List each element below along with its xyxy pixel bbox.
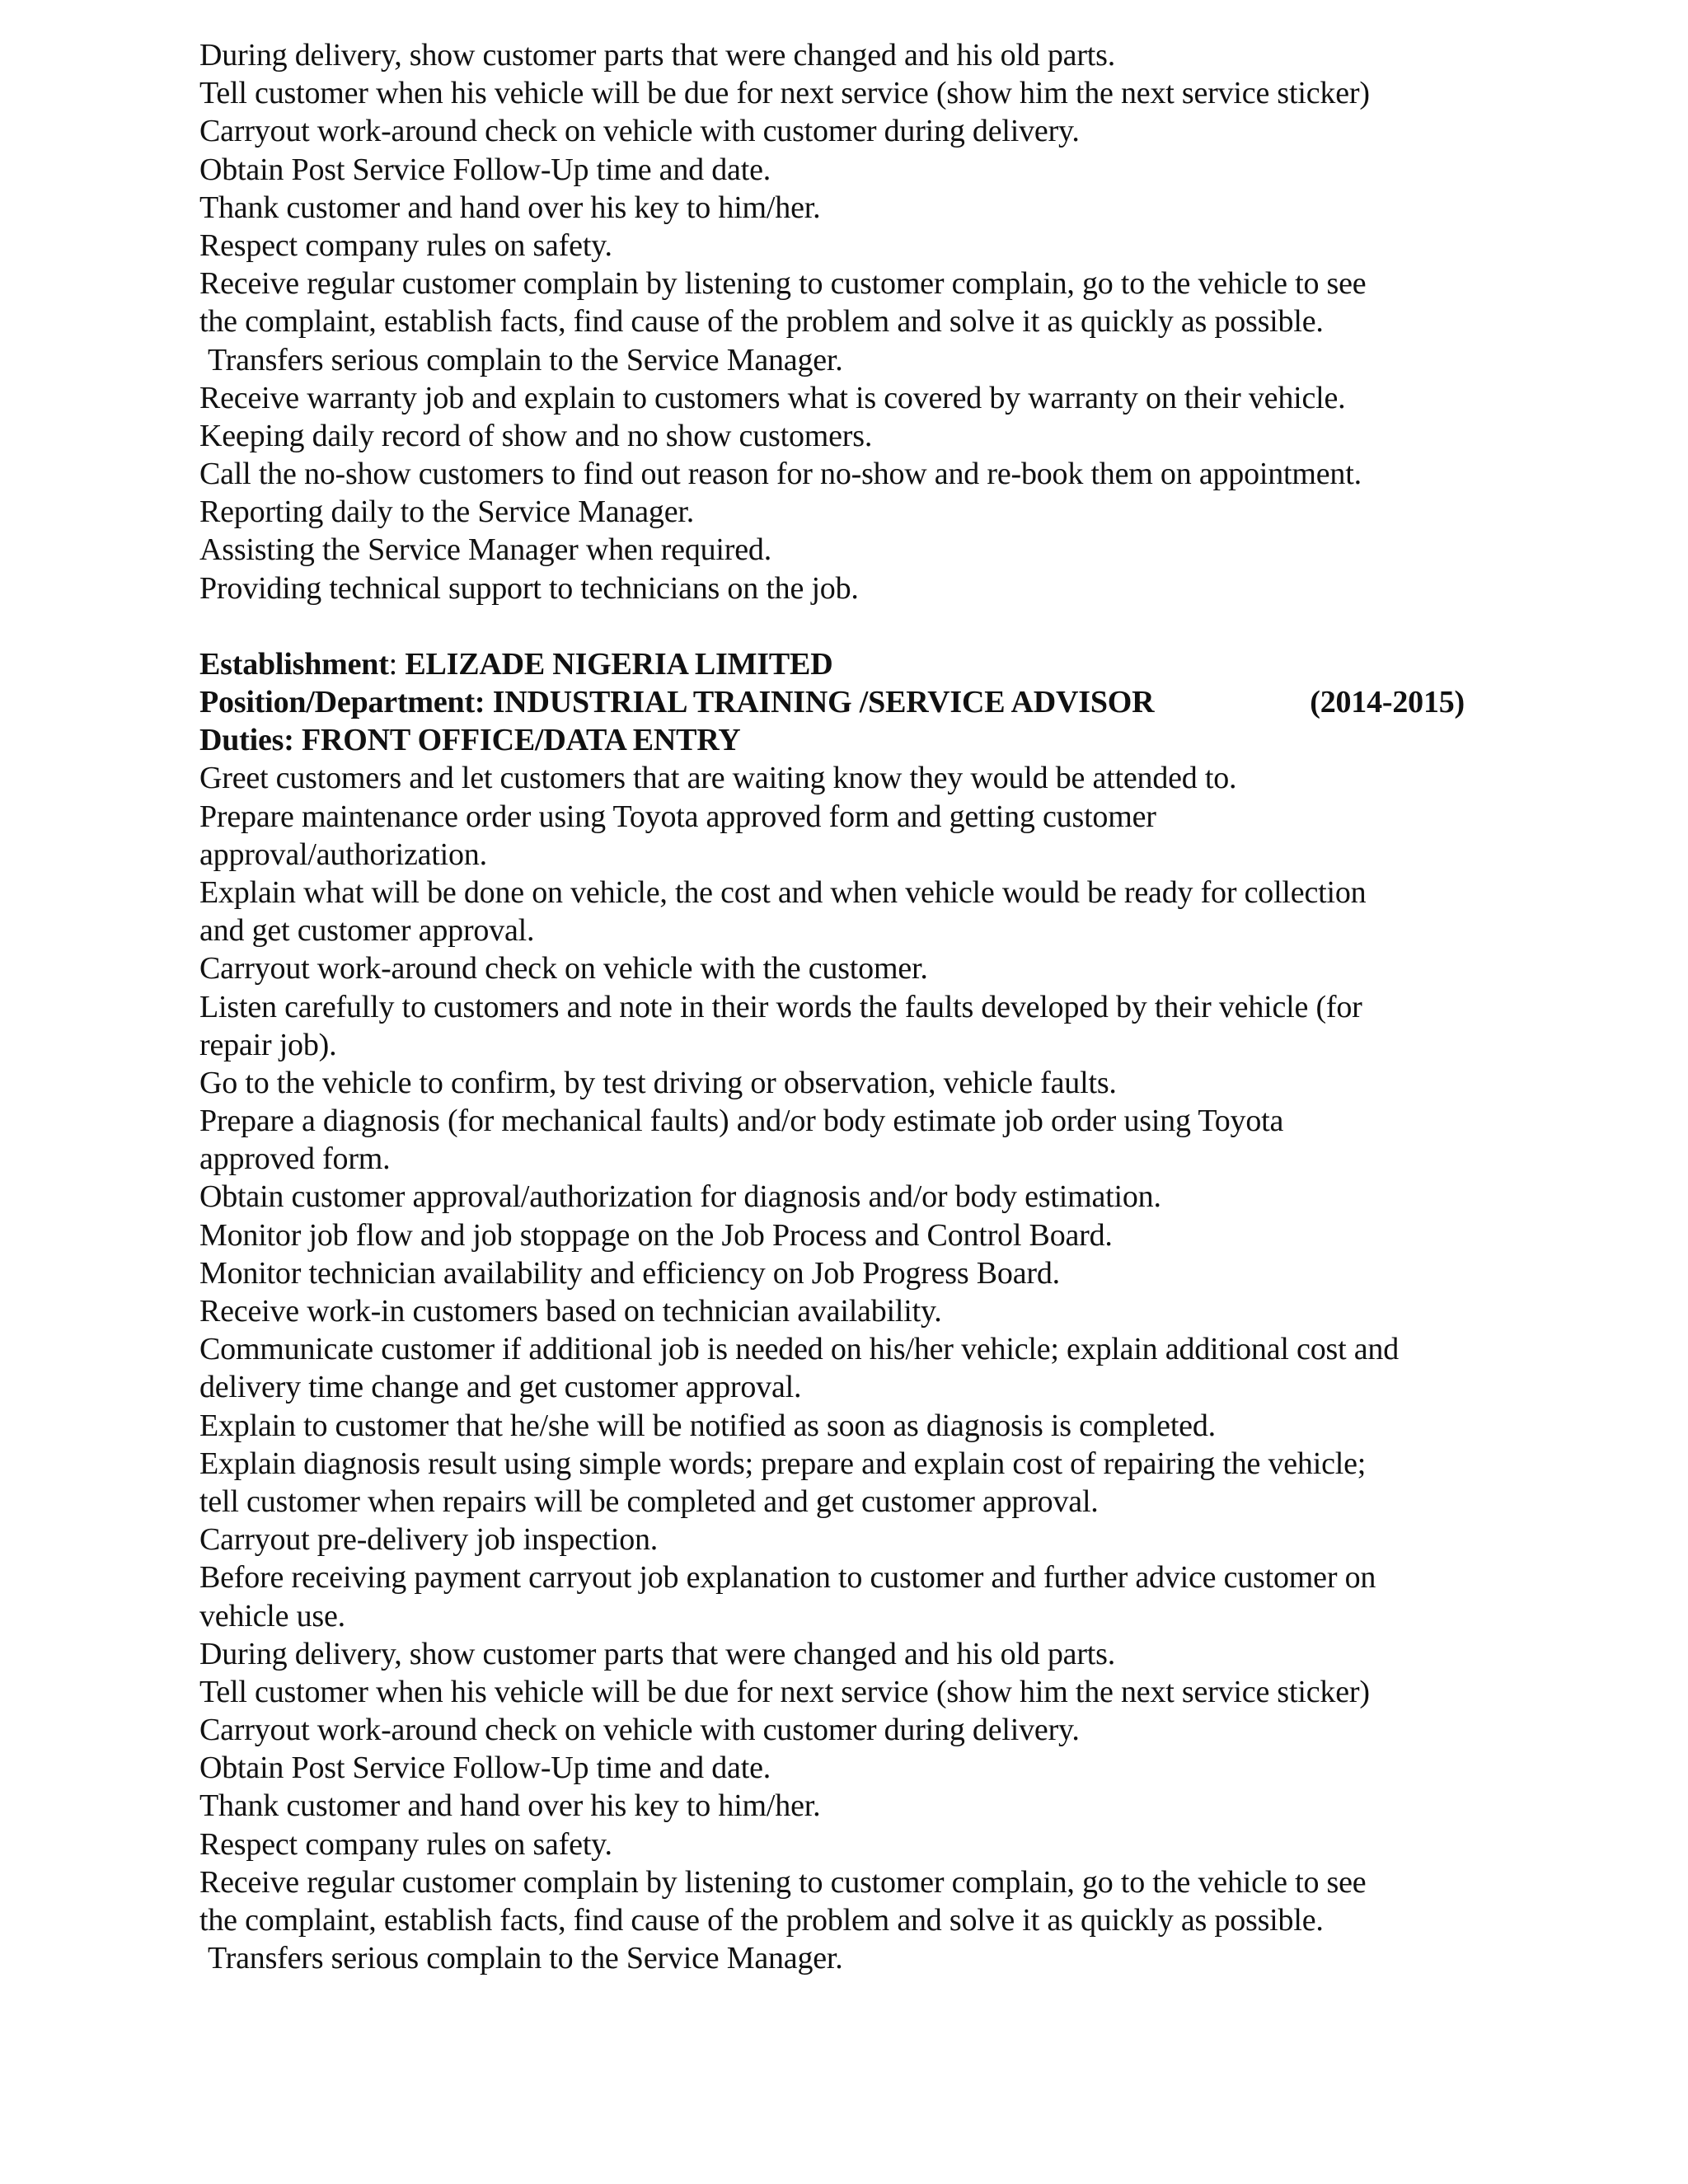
list-item: and get customer approval. (199, 913, 535, 949)
duties-label: Duties: (199, 723, 294, 758)
list-item: Carryout work-around check on vehicle with customer during delivery. (199, 114, 1080, 149)
list-item: Receive work-in customers based on technician availability. (199, 1294, 942, 1329)
list-item: repair job). (199, 1027, 337, 1062)
list-item: Transfers serious complain to the Service Manager. (208, 1941, 843, 1976)
list-item: During delivery, show customer parts that were changed and his old parts. (199, 38, 1116, 73)
list-item: Tell customer when his vehicle will be due for next service (show him the next service sticker) (199, 1674, 1370, 1709)
list-item: Obtain customer approval/authorization for diagnosis and/or body estimation. (199, 1179, 1161, 1215)
list-item: Reporting daily to the Service Manager. (199, 494, 695, 530)
establishment-heading (199, 645, 1493, 683)
list-item: Listen carefully to customers and note in their words the faults developed by their vehicle (for (199, 989, 1362, 1024)
list-item: Receive warranty job and explain to customers what is covered by warranty on their vehicle. (199, 380, 1346, 415)
establishment-colon: : (388, 646, 398, 682)
list-item: Explain diagnosis result using simple words; prepare and explain cost of repairing the vehicle; (199, 1446, 1367, 1481)
list-item: delivery time change and get customer approval. (199, 1370, 802, 1405)
list-item: Before receiving payment carryout job explanation to customer and further advice customer on (199, 1560, 1376, 1596)
list-item: Explain what will be done on vehicle, the cost and when vehicle would be ready for collection (199, 874, 1367, 910)
list-item: Obtain Post Service Follow-Up time and date. (199, 152, 771, 187)
list-item: the complaint, establish facts, find cause of the problem and solve it as quickly as possible. (199, 304, 1324, 340)
list-item: Carryout pre-delivery job inspection. (199, 1522, 659, 1558)
list-item: tell customer when repairs will be completed and get customer approval. (199, 1483, 1099, 1519)
bottom-duties-list (199, 759, 1493, 1977)
list-item: approval/authorization. (199, 837, 487, 872)
list-item: Monitor technician availability and efficiency on Job Progress Board. (199, 1255, 1060, 1291)
list-item: Receive regular customer complain by listening to customer complain, go to the vehicle to see (199, 266, 1367, 302)
section-spacer (199, 607, 1493, 645)
position-heading (199, 683, 1465, 721)
list-item: Receive regular customer complain by listening to customer complain, go to the vehicle to see (199, 1864, 1367, 1900)
list-item: vehicle use. (199, 1598, 345, 1633)
duties-heading (199, 721, 1493, 759)
list-item: Prepare maintenance order using Toyota approved form and getting customer (199, 799, 1156, 834)
list-item: Transfers serious complain to the Service Manager. (208, 342, 843, 377)
list-item: Keeping daily record of show and no show customers. (199, 418, 873, 453)
top-duties-list (199, 36, 1493, 607)
list-item: Respect company rules on safety. (199, 1826, 612, 1862)
list-item: Greet customers and let customers that are waiting know they would be attended to. (199, 761, 1237, 796)
list-item: Carryout work-around check on vehicle with the customer. (199, 951, 928, 987)
list-item: Assisting the Service Manager when required. (199, 532, 771, 568)
list-item: During delivery, show customer parts that were changed and his old parts. (199, 1636, 1116, 1671)
list-item: Respect company rules on safety. (199, 227, 612, 263)
list-item: Go to the vehicle to confirm, by test driving or observation, vehicle faults. (199, 1065, 1117, 1100)
list-item: the complaint, establish facts, find cause of the problem and solve it as quickly as possible. (199, 1903, 1324, 1938)
document-page (199, 36, 1493, 1977)
list-item: Thank customer and hand over his key to him/her. (199, 1788, 821, 1824)
list-item: Obtain Post Service Follow-Up time and date. (199, 1750, 771, 1786)
list-item: Monitor job flow and job stoppage on the Job Process and Control Board. (199, 1217, 1113, 1253)
position-label: Position/Department: (199, 685, 485, 719)
list-item: Call the no-show customers to find out reason for no-show and re-book them on appointment. (199, 457, 1362, 492)
list-item: Tell customer when his vehicle will be due for next service (show him the next service sticker) (199, 76, 1370, 111)
list-item: Explain to customer that he/she will be notified as soon as diagnosis is completed. (199, 1408, 1216, 1443)
duties-value: FRONT OFFICE/DATA ENTRY (302, 723, 741, 758)
list-item: approved form. (199, 1141, 391, 1177)
position-years: (2014-2015) (1310, 685, 1465, 719)
list-item: Prepare a diagnosis (for mechanical faults) and/or body estimate job order using Toyota (199, 1104, 1284, 1139)
position-value: INDUSTRIAL TRAINING /SERVICE ADVISOR (492, 685, 1155, 719)
list-item: Carryout work-around check on vehicle with customer during delivery. (199, 1713, 1080, 1748)
establishment-label: Establishment (199, 646, 389, 682)
list-item: Communicate customer if additional job is needed on his/her vehicle; explain additional cost and (199, 1332, 1400, 1367)
list-item: Thank customer and hand over his key to him/her. (199, 190, 821, 225)
establishment-value: ELIZADE NIGERIA LIMITED (405, 646, 833, 682)
list-item: Providing technical support to technicians on the job. (199, 570, 859, 606)
